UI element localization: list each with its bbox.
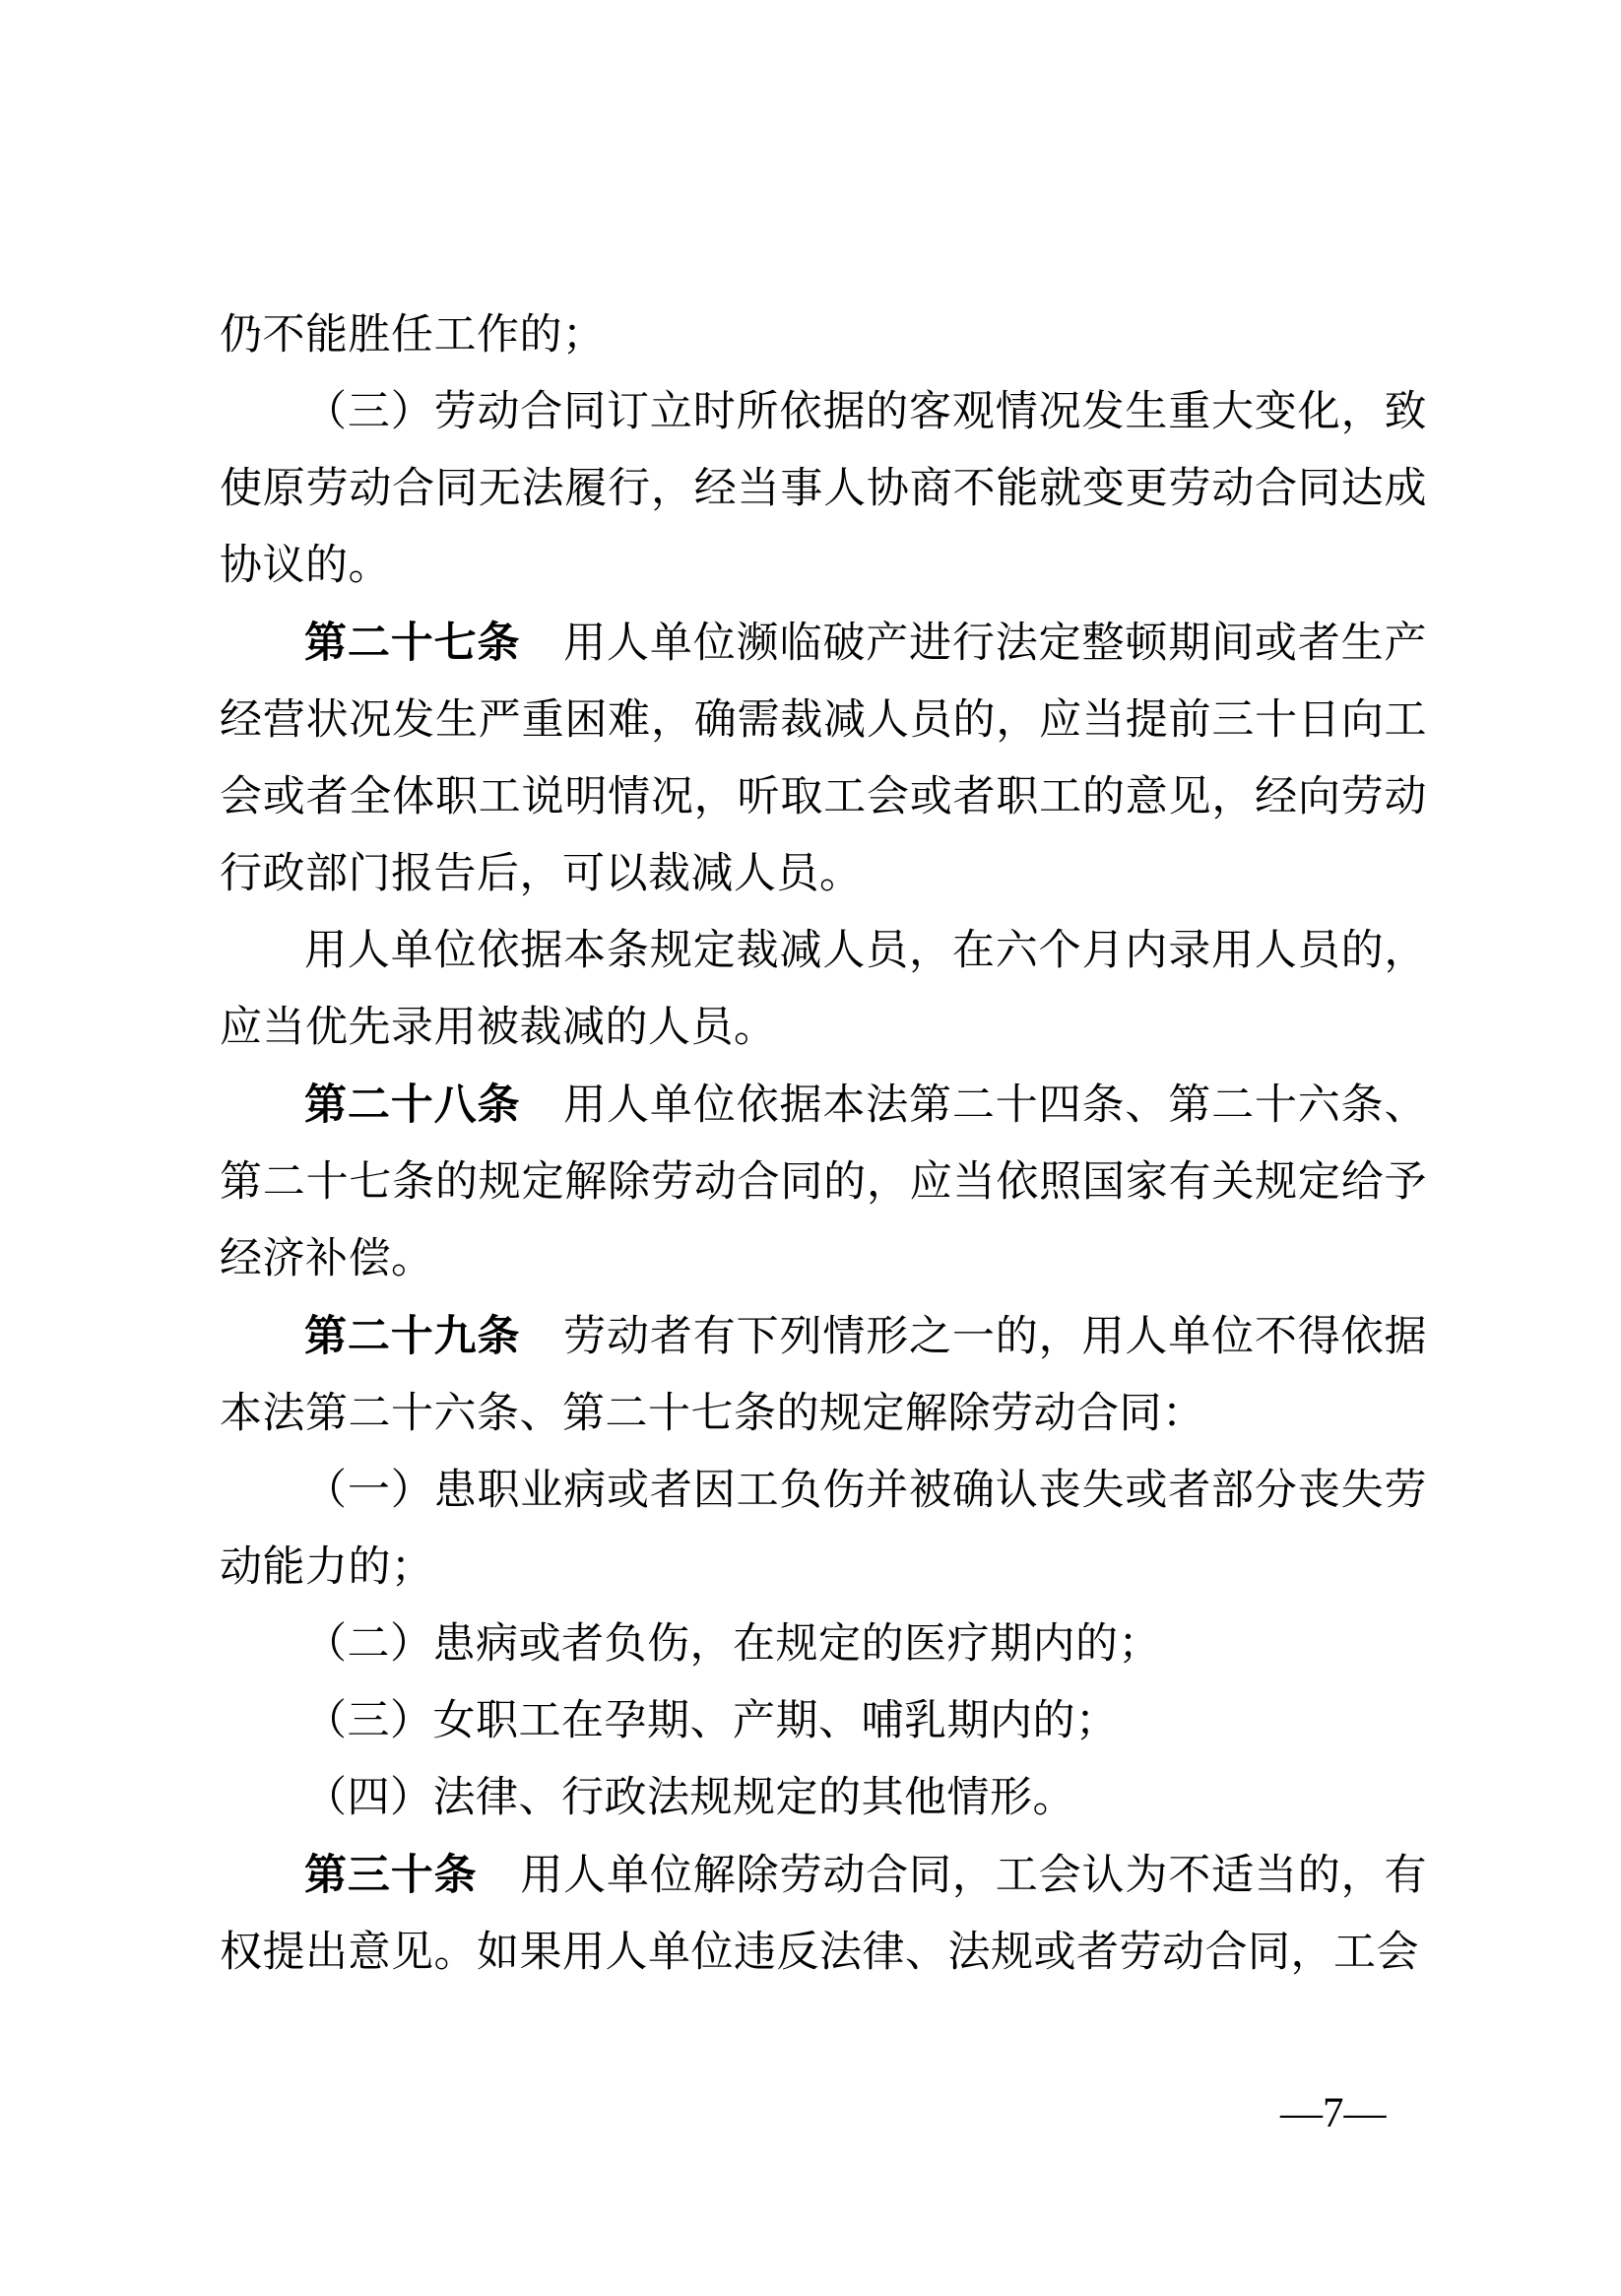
paragraph — [220, 1683, 1427, 1760]
paragraph-text: （一）患职业病或者因工负伤并被确认丧失或者部分丧失劳动能力的； — [220, 1468, 1427, 1591]
article-number: 第二十八条 — [304, 1082, 521, 1129]
paragraph-text: （二）患病或者负伤，在规定的医疗期内的； — [304, 1621, 1161, 1668]
paragraph — [220, 1453, 1427, 1607]
paragraph-text: 仍不能胜任工作的； — [220, 312, 606, 359]
paragraph — [220, 1760, 1427, 1837]
paragraph-text: （四）法律、行政法规规定的其他情形。 — [304, 1775, 1075, 1821]
paragraph-article-30 — [220, 1837, 1427, 1992]
paragraph-article-27 — [220, 605, 1427, 913]
paragraph — [220, 913, 1427, 1067]
paragraph-text: 用人单位濒临破产进行法定整顿期间或者生产经营状况发生严重困难，确需裁减人员的，应当提前三十日向工会或者全体职工说明情况，听取工会或者职工的意见，经向劳动行政部门报告后，可以裁减人员。 — [220, 621, 1428, 897]
document-body — [220, 297, 1427, 1992]
page-number: —7— — [1280, 2090, 1387, 2136]
paragraph-text: 劳动者有下列情形之一的，用人单位不得依据本法第二十六条、第二十七条的规定解除劳动合同： — [220, 1314, 1428, 1437]
paragraph — [220, 1607, 1427, 1683]
paragraph-text: 用人单位依据本条规定裁减人员，在六个月内录用人员的，应当优先录用被裁减的人员。 — [220, 928, 1427, 1051]
paragraph-text: 用人单位解除劳动合同，工会认为不适当的，有权提出意见。如果用人单位违反法律、法规或者劳动合同，工会 — [220, 1853, 1428, 1976]
article-number: 第二十九条 — [304, 1313, 521, 1360]
paragraph-article-29 — [220, 1298, 1427, 1453]
article-number: 第二十七条 — [304, 620, 521, 667]
paragraph-article-28 — [220, 1067, 1427, 1298]
paragraph-text: （三）女职工在孕期、产期、哺乳期内的； — [304, 1698, 1119, 1744]
paragraph-text: 用人单位依据本法第二十四条、第二十六条、第二十七条的规定解除劳动合同的，应当依照国家有关规定给予经济补偿。 — [220, 1082, 1428, 1282]
paragraph — [220, 297, 1427, 374]
paragraph — [220, 374, 1427, 605]
paragraph-text: （三）劳动合同订立时所依据的客观情况发生重大变化，致使原劳动合同无法履行，经当事人协商不能就变更劳动合同达成协议的。 — [220, 389, 1427, 589]
article-number: 第三十条 — [304, 1852, 478, 1899]
